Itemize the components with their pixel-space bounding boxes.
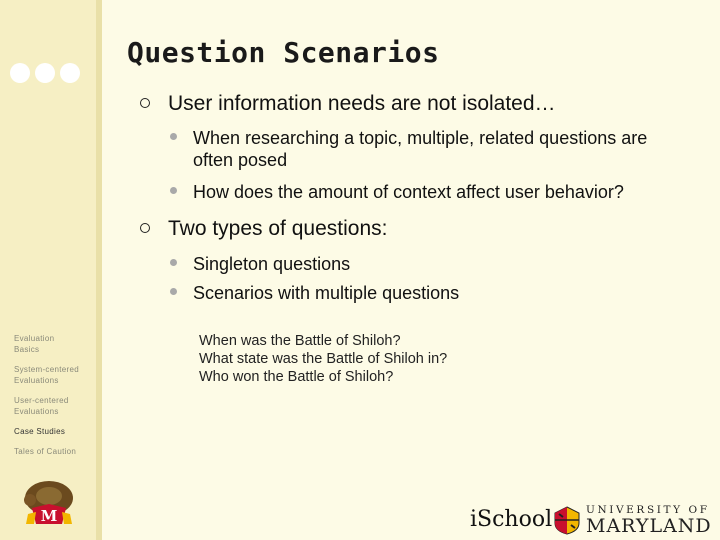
dot-icon	[10, 63, 30, 83]
sub-bullet-text: When researching a topic, multiple, related questions are often posed	[193, 128, 648, 170]
dot-bullet-icon	[170, 133, 177, 140]
page-title: Question Scenarios	[127, 36, 440, 69]
ischool-logo-text: iSchool	[470, 507, 553, 532]
sub-bullet	[170, 282, 459, 304]
sidebar	[0, 0, 102, 540]
nav-item-case-studies[interactable]: Case Studies	[14, 427, 66, 436]
nav-item-tales-of-caution[interactable]: Tales of Caution	[14, 447, 77, 456]
example-questions	[199, 332, 447, 386]
dot-bullet-icon	[170, 288, 177, 295]
bullet-main	[140, 91, 556, 116]
sub-bullet	[170, 127, 670, 171]
dot-icon	[60, 63, 80, 83]
bullet-text: Two types of questions:	[168, 217, 388, 240]
umd-seal-icon	[552, 505, 582, 535]
umd-terrapin-logo	[18, 478, 80, 528]
dot-bullet-icon	[170, 187, 177, 194]
sub-bullet	[170, 253, 350, 275]
question-line: What state was the Battle of Shiloh in?	[199, 351, 448, 367]
sub-bullet	[170, 181, 690, 203]
svg-text:M: M	[40, 507, 58, 525]
sub-bullet-text: Scenarios with multiple questions	[193, 283, 460, 303]
umd-wordmark	[586, 505, 716, 536]
decorative-dots	[10, 63, 80, 83]
nav-item-user-centered[interactable]: User-centered Evaluations	[14, 396, 69, 416]
nav-item-system-centered[interactable]: System-centered Evaluations	[14, 365, 79, 385]
dot-bullet-icon	[170, 259, 177, 266]
question-line: When was the Battle of Shiloh?	[199, 333, 401, 349]
sub-bullet-text: Singleton questions	[193, 254, 351, 274]
dot-icon	[35, 63, 55, 83]
sub-bullet-text: How does the amount of context affect user behavior?	[193, 182, 624, 202]
university-of-text: UNIVERSITY OF	[586, 504, 710, 516]
bullet-text: User information needs are not isolated…	[168, 92, 556, 115]
bullet-main	[140, 216, 387, 241]
sidebar-nav	[14, 333, 98, 466]
ring-bullet-icon	[140, 98, 150, 108]
nav-item-evaluation-basics[interactable]: Evaluation Basics	[14, 334, 55, 354]
question-line: Who won the Battle of Shiloh?	[199, 369, 394, 385]
maryland-text: MARYLAND	[586, 515, 712, 537]
ring-bullet-icon	[140, 223, 150, 233]
